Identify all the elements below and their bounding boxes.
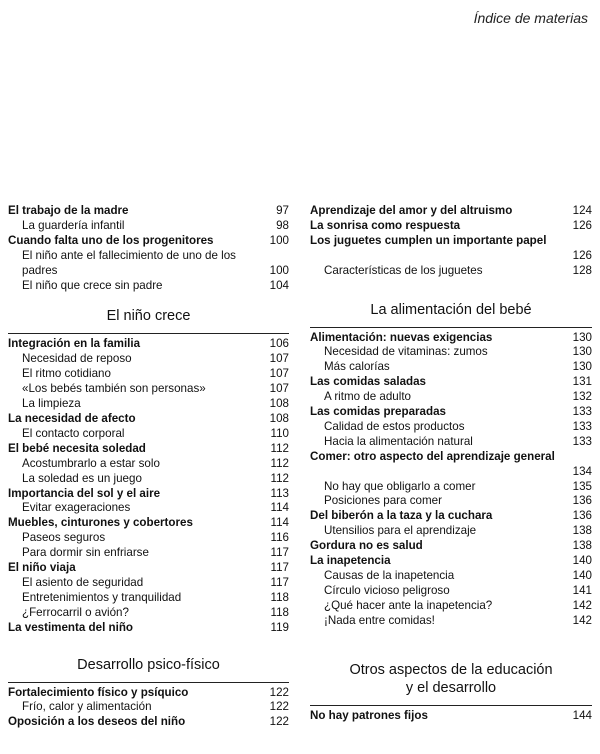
toc-heading-entry bbox=[8, 204, 289, 219]
toc-subentry bbox=[8, 546, 289, 561]
toc-page-number: 122 bbox=[269, 700, 289, 714]
toc-entry-title: ¡Nada entre comidas! bbox=[324, 613, 435, 627]
toc-entry-title: Entretenimientos y tranquilidad bbox=[22, 590, 182, 604]
toc-entry-title: Evitar exageraciones bbox=[22, 501, 131, 515]
toc-entry-title: La inapetencia bbox=[310, 554, 391, 568]
section-title bbox=[310, 301, 592, 319]
toc-page-number: 140 bbox=[572, 554, 592, 568]
toc-entry-title: Necesidad de reposo bbox=[22, 352, 132, 366]
section-title-line: El niño crece bbox=[106, 308, 191, 325]
toc-page-number: 124 bbox=[572, 204, 592, 217]
toc-page-number: 108 bbox=[269, 397, 289, 411]
toc-page-number: 117 bbox=[270, 561, 289, 575]
toc-subentry bbox=[310, 360, 592, 375]
toc-page-number: 119 bbox=[270, 620, 289, 634]
toc-page-number: 142 bbox=[572, 613, 592, 627]
toc-entry-title: Causas de la inapetencia bbox=[324, 569, 455, 582]
toc-page-number: 100 bbox=[269, 263, 289, 277]
toc-subentry bbox=[8, 219, 289, 234]
toc-subentry bbox=[310, 345, 592, 360]
toc-heading-entry bbox=[310, 204, 592, 219]
toc-subentry bbox=[310, 599, 592, 614]
toc-page-number: 100 bbox=[269, 233, 289, 247]
toc-entry-title: Cuando falta uno de los progenitores bbox=[8, 233, 214, 247]
toc-page-number: 122 bbox=[269, 715, 289, 729]
toc-subentry bbox=[310, 480, 592, 495]
toc-page-number: 114 bbox=[270, 501, 289, 515]
toc-entry-title: Las comidas preparadas bbox=[310, 405, 446, 419]
section-spacer bbox=[8, 636, 289, 656]
toc-heading-entry bbox=[310, 450, 592, 480]
toc-entry-title: La vestimenta del niño bbox=[8, 620, 133, 634]
toc-page-number: 104 bbox=[269, 278, 289, 292]
toc-page-number: 117 bbox=[270, 546, 289, 560]
toc-subentry bbox=[8, 352, 289, 367]
section-title bbox=[8, 307, 289, 325]
toc-subentry bbox=[8, 501, 289, 516]
toc-entry-title: «Los bebés también son personas» bbox=[22, 382, 206, 396]
toc-subentry bbox=[8, 576, 289, 591]
toc-entry-title: Los juguetes cumplen un importante papel bbox=[310, 233, 547, 247]
toc-page-number: 131 bbox=[572, 375, 592, 389]
toc-page-number: 138 bbox=[572, 524, 592, 538]
section-title-line: Otros aspectos de la educación bbox=[349, 661, 553, 678]
toc-entry-title: El niño ante el fallecimiento de uno de los padres bbox=[22, 248, 236, 277]
section-title bbox=[310, 661, 592, 697]
toc-entry-title: No hay que obligarlo a comer bbox=[324, 479, 476, 493]
toc-entry-title: La soledad es un juego bbox=[22, 471, 142, 485]
toc-page-number: 112 bbox=[270, 456, 289, 470]
toc-entry-title: ¿Ferrocarril o avión? bbox=[22, 605, 129, 619]
toc-page-number: 107 bbox=[269, 367, 289, 381]
toc-page-number: 114 bbox=[270, 516, 289, 530]
toc-subentry bbox=[8, 279, 289, 294]
toc-entry-title: Calidad de estos productos bbox=[324, 419, 465, 433]
toc-page-number: 97 bbox=[276, 204, 289, 217]
toc-heading-entry bbox=[8, 234, 289, 249]
toc-heading-entry bbox=[8, 686, 289, 701]
toc-heading-entry bbox=[8, 412, 289, 427]
toc-page-number: 116 bbox=[270, 531, 289, 545]
toc-subentry bbox=[8, 457, 289, 472]
toc-subentry bbox=[8, 700, 289, 715]
section-spacer bbox=[310, 629, 592, 661]
toc-page-number: 113 bbox=[270, 486, 289, 500]
toc-page-number: 122 bbox=[269, 685, 289, 699]
toc-page-number: 133 bbox=[572, 419, 592, 433]
toc-entry-title: Oposición a los deseos del niño bbox=[8, 715, 186, 729]
toc-entry-title: ¿Qué hacer ante la inapetencia? bbox=[324, 598, 493, 612]
toc-entry-title: No hay patrones fijos bbox=[310, 708, 428, 722]
toc-page-number: 126 bbox=[572, 248, 592, 262]
toc-subentry bbox=[8, 606, 289, 621]
toc-subentry bbox=[310, 264, 592, 279]
toc-entry-title: Las comidas saladas bbox=[310, 375, 426, 389]
toc-entry-title: El bebé necesita soledad bbox=[8, 441, 146, 455]
toc-page-number: 132 bbox=[572, 390, 592, 404]
toc-entry-title: Paseos seguros bbox=[22, 531, 106, 545]
toc-subentry bbox=[310, 584, 592, 599]
toc-entry-title: Utensilios para el aprendizaje bbox=[324, 524, 477, 538]
toc-entry-title: Aprendizaje del amor y del altruismo bbox=[310, 204, 513, 217]
toc-entry-title: El niño que crece sin padre bbox=[22, 278, 163, 292]
section-divider bbox=[8, 682, 289, 683]
toc-entry-title: El trabajo de la madre bbox=[8, 204, 129, 217]
toc-page-number: 135 bbox=[572, 479, 592, 493]
toc-page-number: 107 bbox=[269, 352, 289, 366]
toc-page-number: 141 bbox=[572, 583, 592, 597]
toc-page-number: 138 bbox=[572, 539, 592, 553]
toc-heading-entry bbox=[310, 331, 592, 346]
toc-entry-title: Frío, calor y alimentación bbox=[22, 700, 152, 714]
toc-subentry bbox=[8, 591, 289, 606]
toc-entry-title: La sonrisa como respuesta bbox=[310, 218, 461, 232]
toc-subentry bbox=[8, 249, 289, 279]
toc-entry-title: Hacia la alimentación natural bbox=[324, 434, 473, 448]
toc-page-number: 134 bbox=[572, 464, 592, 478]
toc-entry-title: Círculo vicioso peligroso bbox=[324, 583, 450, 597]
toc-entry-title: Fortalecimiento físico y psíquico bbox=[8, 685, 189, 699]
toc-heading-entry bbox=[8, 715, 289, 730]
toc-subentry bbox=[310, 420, 592, 435]
toc-heading-entry bbox=[310, 219, 592, 234]
toc-page-number: 136 bbox=[572, 494, 592, 508]
toc-page-number: 144 bbox=[572, 708, 592, 722]
section-spacer bbox=[310, 279, 592, 301]
section-title-line: Desarrollo psico-físico bbox=[77, 656, 220, 673]
page-header: Índice de materias bbox=[473, 10, 588, 26]
toc-heading-entry bbox=[310, 709, 592, 724]
toc-heading-entry bbox=[8, 337, 289, 352]
toc-heading-entry bbox=[310, 234, 592, 264]
toc-entry-title: Del biberón a la taza y la cuchara bbox=[310, 509, 493, 523]
toc-page-number: 118 bbox=[270, 605, 289, 619]
toc-entry-title: La limpieza bbox=[22, 397, 81, 411]
toc-heading-entry bbox=[8, 561, 289, 576]
toc-left-column bbox=[8, 204, 289, 730]
toc-entry-title: Para dormir sin enfriarse bbox=[22, 546, 149, 560]
toc-entry-title: A ritmo de adulto bbox=[324, 390, 412, 404]
toc-page-number: 112 bbox=[270, 441, 289, 455]
toc-entry-title: Necesidad de vitaminas: zumos bbox=[324, 345, 488, 359]
toc-page-number: 130 bbox=[572, 360, 592, 374]
toc-right-column bbox=[310, 204, 592, 724]
toc-entry-title: Posiciones para comer bbox=[324, 494, 442, 508]
toc-page-number: 142 bbox=[572, 598, 592, 612]
toc-page-number: 128 bbox=[572, 263, 592, 277]
toc-subentry bbox=[8, 427, 289, 442]
toc-entry-title: La necesidad de afecto bbox=[8, 411, 136, 425]
toc-subentry bbox=[310, 494, 592, 509]
toc-page-number: 110 bbox=[270, 426, 289, 440]
toc-heading-entry bbox=[8, 442, 289, 457]
toc-entry-title: Muebles, cinturones y cobertores bbox=[8, 516, 193, 530]
toc-entry-title: El asiento de seguridad bbox=[22, 575, 144, 589]
toc-entry-title: Características de los juguetes bbox=[324, 263, 483, 277]
toc-entry-title: Gordura no es salud bbox=[310, 539, 423, 553]
toc-heading-entry bbox=[8, 516, 289, 531]
toc-subentry bbox=[310, 435, 592, 450]
toc-page-number: 126 bbox=[572, 218, 592, 232]
toc-subentry bbox=[310, 524, 592, 539]
toc-entry-title: El contacto corporal bbox=[22, 426, 125, 440]
section-divider bbox=[8, 333, 289, 334]
toc-heading-entry bbox=[8, 487, 289, 502]
toc-entry-title: El niño viaja bbox=[8, 561, 76, 575]
toc-page-number: 133 bbox=[572, 405, 592, 419]
toc-heading-entry bbox=[310, 375, 592, 390]
toc-heading-entry bbox=[310, 539, 592, 554]
toc-page-number: 140 bbox=[572, 569, 592, 582]
toc-entry-title: Alimentación: nuevas exigencias bbox=[310, 330, 493, 344]
toc-page-number: 136 bbox=[572, 509, 592, 523]
toc-entry-title: Comer: otro aspecto del aprendizaje general bbox=[310, 449, 555, 463]
section-spacer bbox=[8, 293, 289, 307]
toc-heading-entry bbox=[310, 405, 592, 420]
toc-page-number: 98 bbox=[276, 218, 289, 232]
section-divider bbox=[310, 705, 592, 706]
toc-heading-entry bbox=[8, 621, 289, 636]
toc-page-number: 107 bbox=[269, 382, 289, 396]
toc-page-number: 108 bbox=[269, 411, 289, 425]
toc-page-number: 117 bbox=[270, 575, 289, 589]
toc-page-number: 130 bbox=[572, 330, 592, 344]
toc-subentry bbox=[8, 382, 289, 397]
toc-subentry bbox=[310, 614, 592, 629]
toc-subentry bbox=[8, 367, 289, 382]
toc-page-number: 133 bbox=[572, 434, 592, 448]
section-divider bbox=[310, 327, 592, 328]
toc-entry-title: La guardería infantil bbox=[22, 218, 125, 232]
toc-heading-entry bbox=[310, 554, 592, 569]
toc-subentry bbox=[310, 569, 592, 584]
section-title-line: y el desarrollo bbox=[405, 679, 497, 696]
section-title bbox=[8, 656, 289, 674]
toc-entry-title: Integración en la familia bbox=[8, 337, 141, 351]
toc-page-number: 130 bbox=[572, 345, 592, 359]
toc-subentry bbox=[8, 472, 289, 487]
toc-heading-entry bbox=[310, 509, 592, 524]
toc-page-number: 106 bbox=[269, 337, 289, 351]
toc-entry-title: El ritmo cotidiano bbox=[22, 367, 111, 381]
toc-subentry bbox=[310, 390, 592, 405]
toc-subentry bbox=[8, 397, 289, 412]
toc-entry-title: Acostumbrarlo a estar solo bbox=[22, 456, 160, 470]
toc-subentry bbox=[8, 531, 289, 546]
toc-entry-title: Más calorías bbox=[324, 360, 390, 374]
section-title-line: La alimentación del bebé bbox=[370, 301, 532, 318]
toc-entry-title: Importancia del sol y el aire bbox=[8, 486, 161, 500]
toc-page-number: 118 bbox=[270, 590, 289, 604]
toc-page-number: 112 bbox=[270, 471, 289, 485]
